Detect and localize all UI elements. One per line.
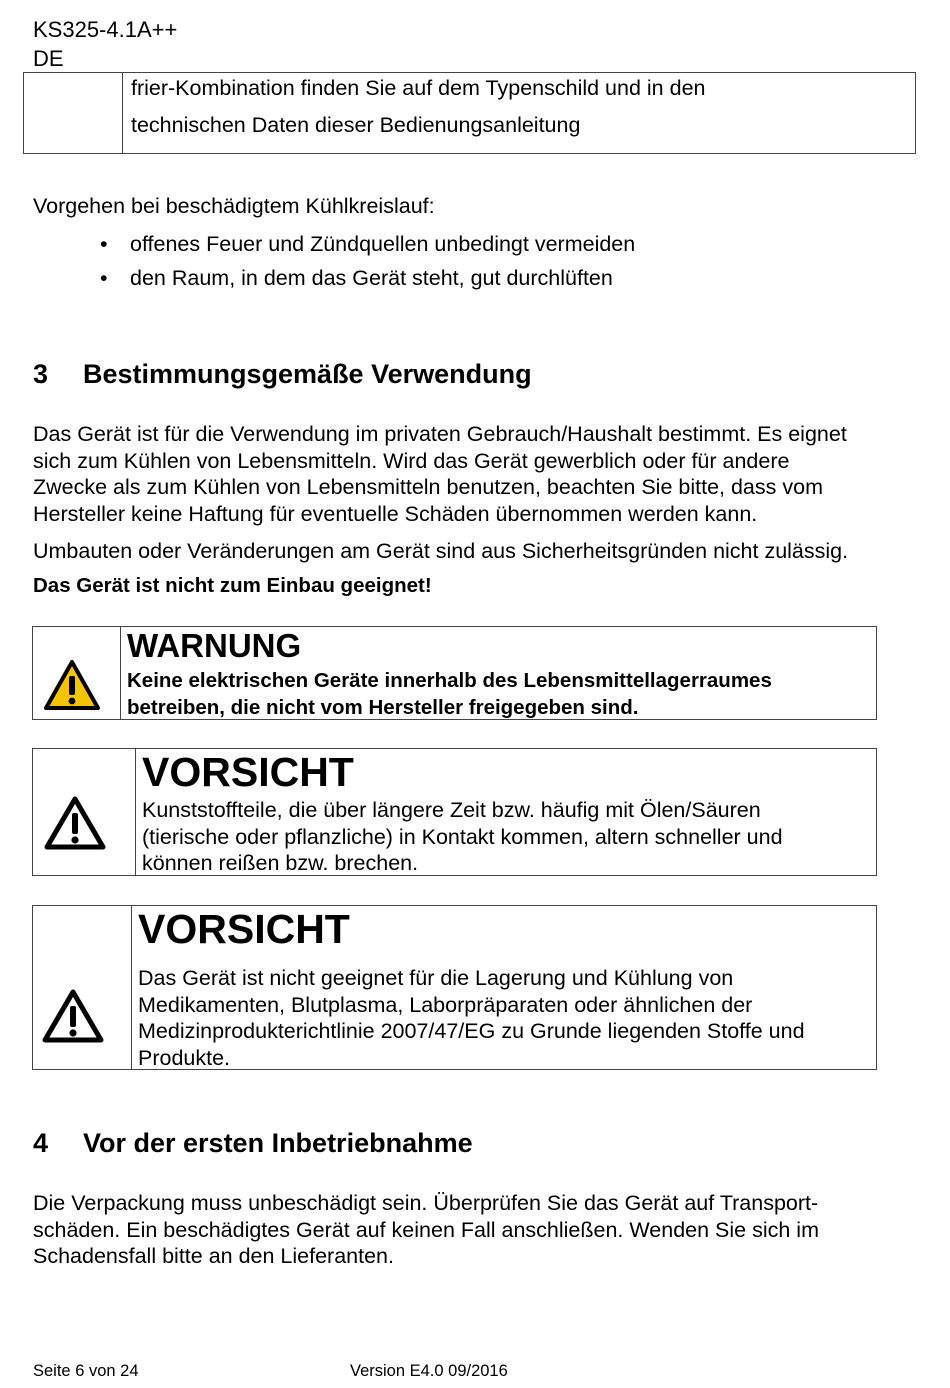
caution-line: Das Gerät ist nicht geeignet für die Lagerung und Kühlung von [138,966,734,990]
caution-title: VORSICHT [142,749,354,795]
warning-line: Keine elektrischen Geräte innerhalb des Lebensmittellagerraumes [127,669,772,692]
caution-title: VORSICHT [138,906,350,952]
caution-text [142,797,783,877]
warning-title: WARNUNG [127,627,302,664]
caution-line: Produkte. [138,1045,231,1070]
section-4-paragraph [33,1190,913,1270]
document-language: DE [33,46,64,71]
footer-page-number: Seite 6 von 24 [33,1362,139,1380]
caution-text [138,965,805,1071]
paragraph-line: Zwecke als zum Kühlen von Lebensmitteln benutzen, beachten Sie bitte, dass vom [33,475,823,499]
bullet-icon: • [100,266,108,290]
bullet-icon: • [100,232,108,256]
document-model: KS325-4.1A++ [33,17,178,42]
warning-text [127,667,772,721]
section-3-paragraph-1 [33,421,913,527]
caution-box-1 [32,748,877,876]
caution-line: Medikamenten, Blutplasma, Laborpräparaten oder ähnlichen der [138,992,753,1017]
list-item-text: den Raum, in dem das Gerät steht, gut durchlüften [130,266,613,290]
caution-line: Kunststoffteile, die über längere Zeit bzw. häufig mit Ölen/Säuren [142,798,761,822]
footer-version: Version E4.0 09/2016 [350,1362,508,1380]
paragraph-line: Schadensfall bitte an den Lieferanten. [33,1244,394,1268]
damage-intro: Vorgehen bei beschädigtem Kühlkreislauf: [33,194,435,218]
paragraph-line: schäden. Ein beschädigtes Gerät auf keinen Fall anschließen. Wenden Sie sich im [33,1217,819,1242]
warning-box [32,626,877,720]
caution-box-2 [32,905,877,1070]
top-table-line-1: frier-Kombination finden Sie auf dem Typenschild und in den [131,76,706,100]
caution-icon-cell [33,906,132,1069]
warning-triangle-icon [43,659,101,711]
section-3-paragraph-2: Umbauten oder Veränderungen am Gerät sind aus Sicherheitsgründen nicht zulässig. [33,539,849,563]
caution-triangle-icon [42,989,104,1043]
section-4-title: Vor der ersten Inbetriebnahme [83,1128,473,1158]
section-3-paragraph-3: Das Gerät ist nicht zum Einbau geeignet! [33,574,432,597]
paragraph-line: Hersteller keine Haftung für eventuelle Schäden übernommen werden kann. [33,501,758,526]
paragraph-line: Das Gerät ist für die Verwendung im privaten Gebrauch/Haushalt bestimmt. Es eignet [33,422,847,446]
caution-triangle-icon [44,796,106,850]
caution-line: Medizinprodukterichtlinie 2007/47/EG zu Grunde liegenden Stoffe und [138,1019,805,1043]
top-table [23,72,916,154]
list-item-text: offenes Feuer und Zündquellen unbedingt vermeiden [130,232,636,256]
caution-line: können reißen bzw. brechen. [142,851,419,875]
section-4-number: 4 [33,1128,49,1158]
caution-line: (tierische oder pflanzliche) in Kontakt kommen, altern schneller und [142,824,783,849]
section-3-title: Bestimmungsgemäße Verwendung [83,359,532,389]
warning-line: betreiben, die nicht vom Hersteller freigegeben sind. [127,696,639,719]
top-table-left-cell [24,73,123,153]
top-table-line-2: technischen Daten dieser Bedienungsanleitung [131,113,581,137]
section-3-number: 3 [33,359,49,389]
paragraph-line: sich zum Kühlen von Lebensmitteln. Wird das Gerät gewerblich oder für andere [33,448,790,473]
paragraph-line: Die Verpackung muss unbeschädigt sein. Überprüfen Sie das Gerät auf Transport- [33,1191,819,1215]
